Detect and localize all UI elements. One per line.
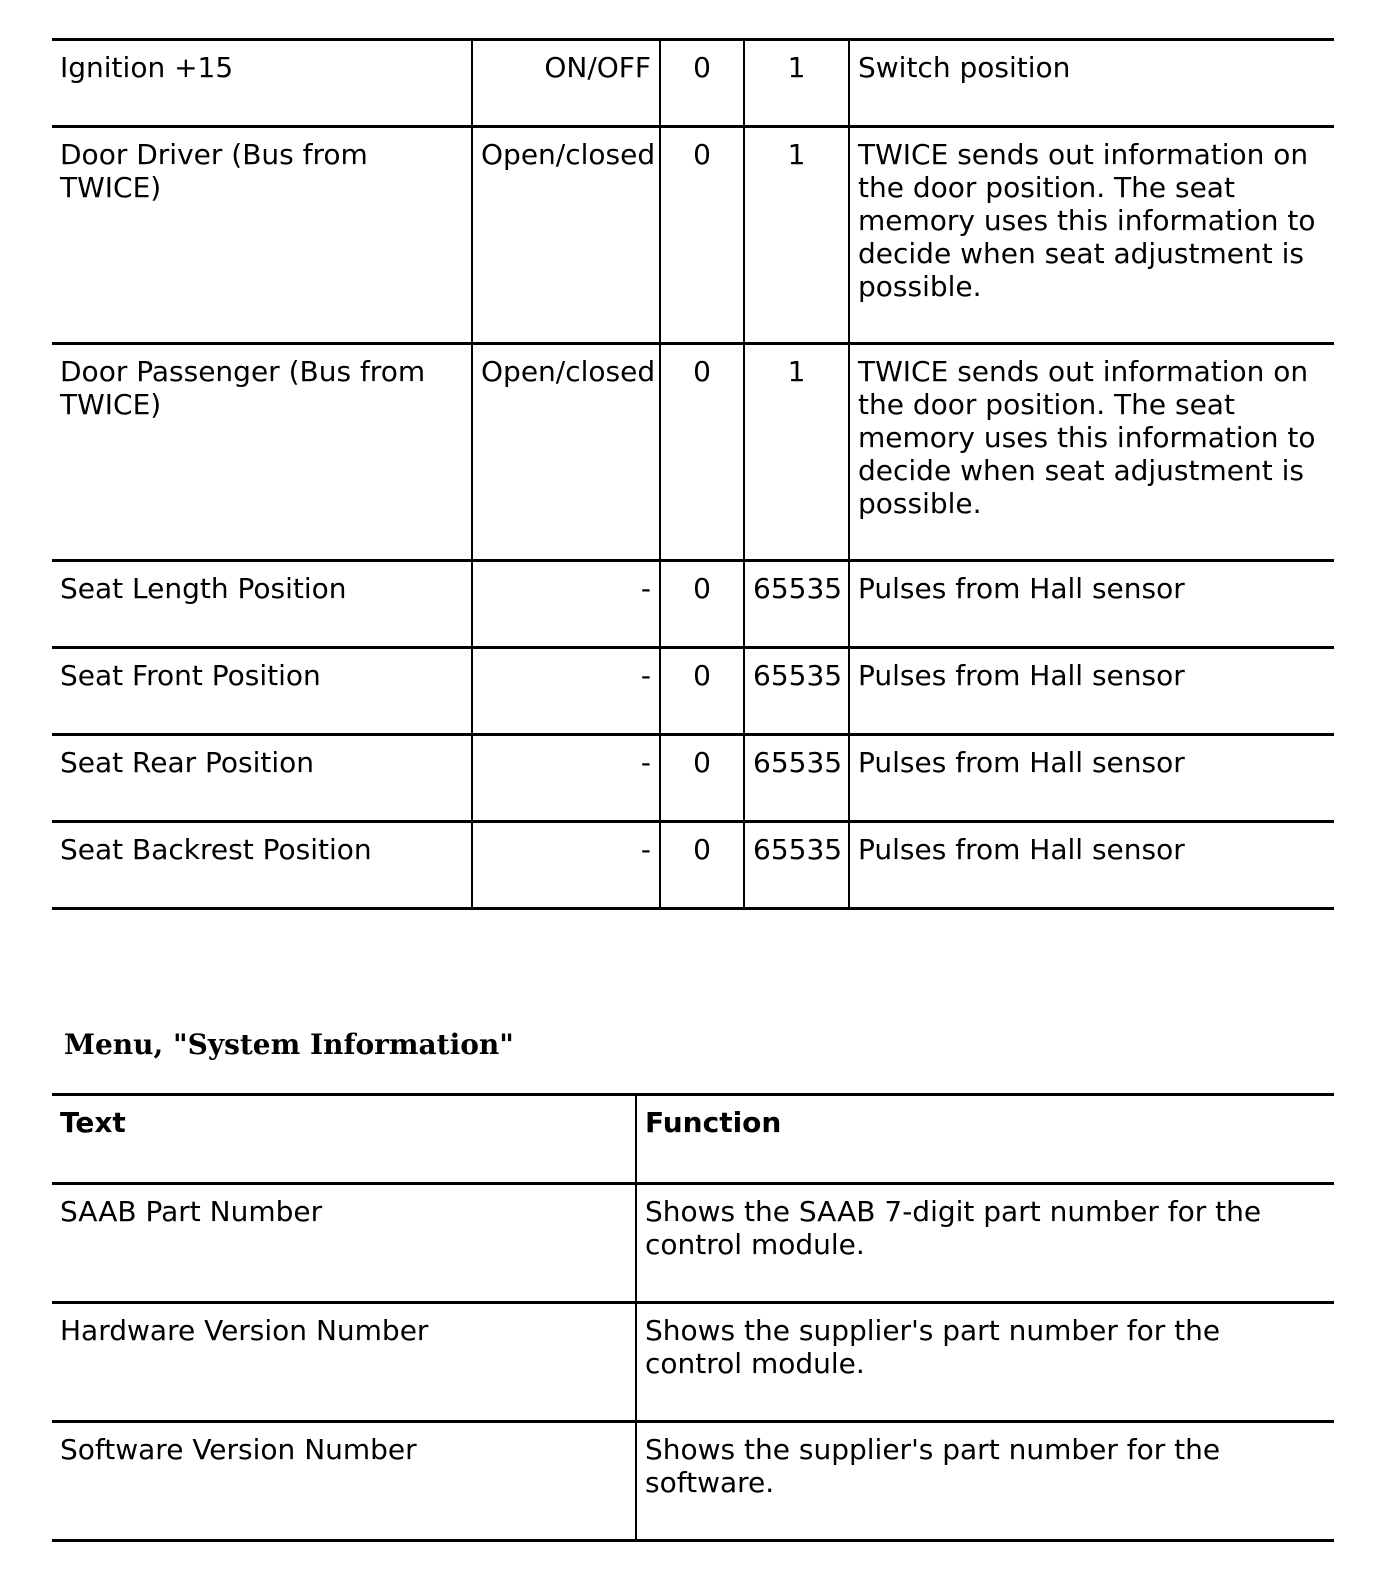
parameter-name-cell: Ignition +15	[52, 40, 472, 127]
parameter-description-cell: Pulses from Hall sensor	[849, 822, 1334, 909]
function-cell: Shows the supplier's part number for the software.	[636, 1422, 1334, 1541]
parameter-unit-cell: -	[472, 822, 660, 909]
parameter-max-cell: 1	[744, 344, 849, 561]
parameter-name-cell: Door Passenger (Bus from TWICE)	[52, 344, 472, 561]
parameter-max-cell: 65535	[744, 822, 849, 909]
table-row	[52, 648, 1334, 735]
text-cell: SAAB Part Number	[52, 1184, 636, 1303]
parameter-unit-cell: -	[472, 735, 660, 822]
table-row	[52, 1184, 1334, 1303]
parameter-min-cell: 0	[660, 344, 744, 561]
table-row	[52, 822, 1334, 909]
table-row	[52, 40, 1334, 127]
section-heading: Menu, "System Information"	[64, 1028, 514, 1061]
parameter-description-cell: TWICE sends out information on the door position. The seat memory uses this information to decide when seat adjustment is possible.	[849, 127, 1334, 344]
parameter-unit-cell: -	[472, 561, 660, 648]
parameter-min-cell: 0	[660, 40, 744, 127]
parameter-unit-cell: ON/OFF	[472, 40, 660, 127]
parameter-max-cell: 65535	[744, 735, 849, 822]
parameter-min-cell: 0	[660, 561, 744, 648]
parameter-description-cell: Pulses from Hall sensor	[849, 561, 1334, 648]
parameter-name-cell: Seat Length Position	[52, 561, 472, 648]
parameter-max-cell: 1	[744, 40, 849, 127]
column-header-text: Text	[52, 1095, 636, 1184]
parameter-description-cell: TWICE sends out information on the door position. The seat memory uses this information to decide when seat adjustment is possible.	[849, 344, 1334, 561]
parameter-unit-cell: Open/closed	[472, 344, 660, 561]
parameter-description-cell: Switch position	[849, 40, 1334, 127]
system-information-table	[52, 1093, 1334, 1542]
parameter-min-cell: 0	[660, 822, 744, 909]
parameter-name-cell: Door Driver (Bus from TWICE)	[52, 127, 472, 344]
parameter-name-cell: Seat Backrest Position	[52, 822, 472, 909]
parameter-unit-cell: Open/closed	[472, 127, 660, 344]
parameter-max-cell: 1	[744, 127, 849, 344]
parameter-name-cell: Seat Front Position	[52, 648, 472, 735]
table-row	[52, 1303, 1334, 1422]
function-cell: Shows the supplier's part number for the control module.	[636, 1303, 1334, 1422]
table-row	[52, 344, 1334, 561]
text-cell: Hardware Version Number	[52, 1303, 636, 1422]
parameter-name-cell: Seat Rear Position	[52, 735, 472, 822]
parameters-table	[52, 38, 1334, 910]
parameter-max-cell: 65535	[744, 648, 849, 735]
table-header-row	[52, 1095, 1334, 1184]
parameter-max-cell: 65535	[744, 561, 849, 648]
table-row	[52, 561, 1334, 648]
text-cell: Software Version Number	[52, 1422, 636, 1541]
parameter-description-cell: Pulses from Hall sensor	[849, 648, 1334, 735]
parameter-min-cell: 0	[660, 127, 744, 344]
parameter-description-cell: Pulses from Hall sensor	[849, 735, 1334, 822]
table-row	[52, 127, 1334, 344]
parameter-min-cell: 0	[660, 648, 744, 735]
parameter-min-cell: 0	[660, 735, 744, 822]
column-header-function: Function	[636, 1095, 1334, 1184]
table-row	[52, 1422, 1334, 1541]
parameter-unit-cell: -	[472, 648, 660, 735]
table-row	[52, 735, 1334, 822]
function-cell: Shows the SAAB 7-digit part number for the control module.	[636, 1184, 1334, 1303]
